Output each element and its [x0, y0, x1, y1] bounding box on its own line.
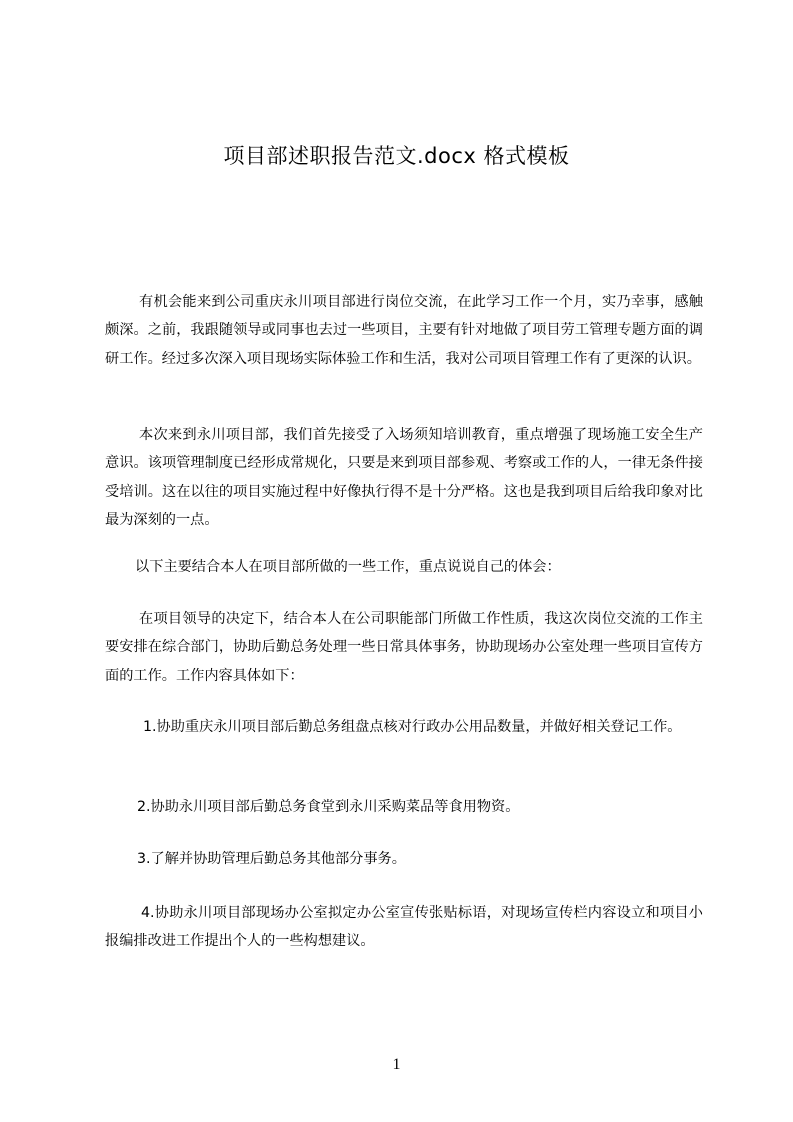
page-number: 1: [392, 1056, 401, 1073]
paragraph-summary-lead: 以下主要结合本人在项目部所做的一些工作，重点说说自己的体会：: [135, 559, 561, 575]
list-item-2: 2.协助永川项目部后勤总务食堂到永川采购菜品等食用物资。: [137, 799, 520, 815]
paragraph-assignment: 在项目领导的决定下，结合本人在公司职能部门所做工作性质，我这次岗位交流的工作主要安排在综合部门，协助后勤总务处理一些日常具体事务，协助现场办公室处理一些项目宣传方面的工作。工作内容具体如下：: [105, 611, 703, 684]
document-title: 项目部述职报告范文.docx 格式模板: [223, 144, 570, 168]
list-item-3: 3.了解并协助管理后勤总务其他部分事务。: [137, 851, 406, 867]
list-item-4: 4.协助永川项目部现场办公室拟定办公室宣传张贴标语，对现场宣传栏内容设立和项目小报编排改进工作提出个人的一些构想建议。: [105, 905, 703, 950]
paragraph-intro: 有机会能来到公司重庆永川项目部进行岗位交流，在此学习工作一个月，实乃幸事，感触颇深。之前，我跟随领导或同事也去过一些项目，主要有针对地做了项目劳工管理专题方面的调研工作。经过多次深入项目现场实际体验工作和生活，我对公司项目管理工作有了更深的认识。: [105, 294, 703, 367]
list-item-1: 1.协助重庆永川项目部后勤总务组盘点核对行政办公用品数量，并做好相关登记工作。: [143, 719, 682, 735]
paragraph-training: 本次来到永川项目部，我们首先接受了入场须知培训教育，重点增强了现场施工安全生产意识。该项管理制度已经形成常规化，只要是来到项目部参观、考察或工作的人，一律无条件接受培训。这在以往的项目实施过程中好像执行得不是十分严格。这也是我到项目后给我印象对比最为深刻的一点。: [105, 427, 703, 528]
